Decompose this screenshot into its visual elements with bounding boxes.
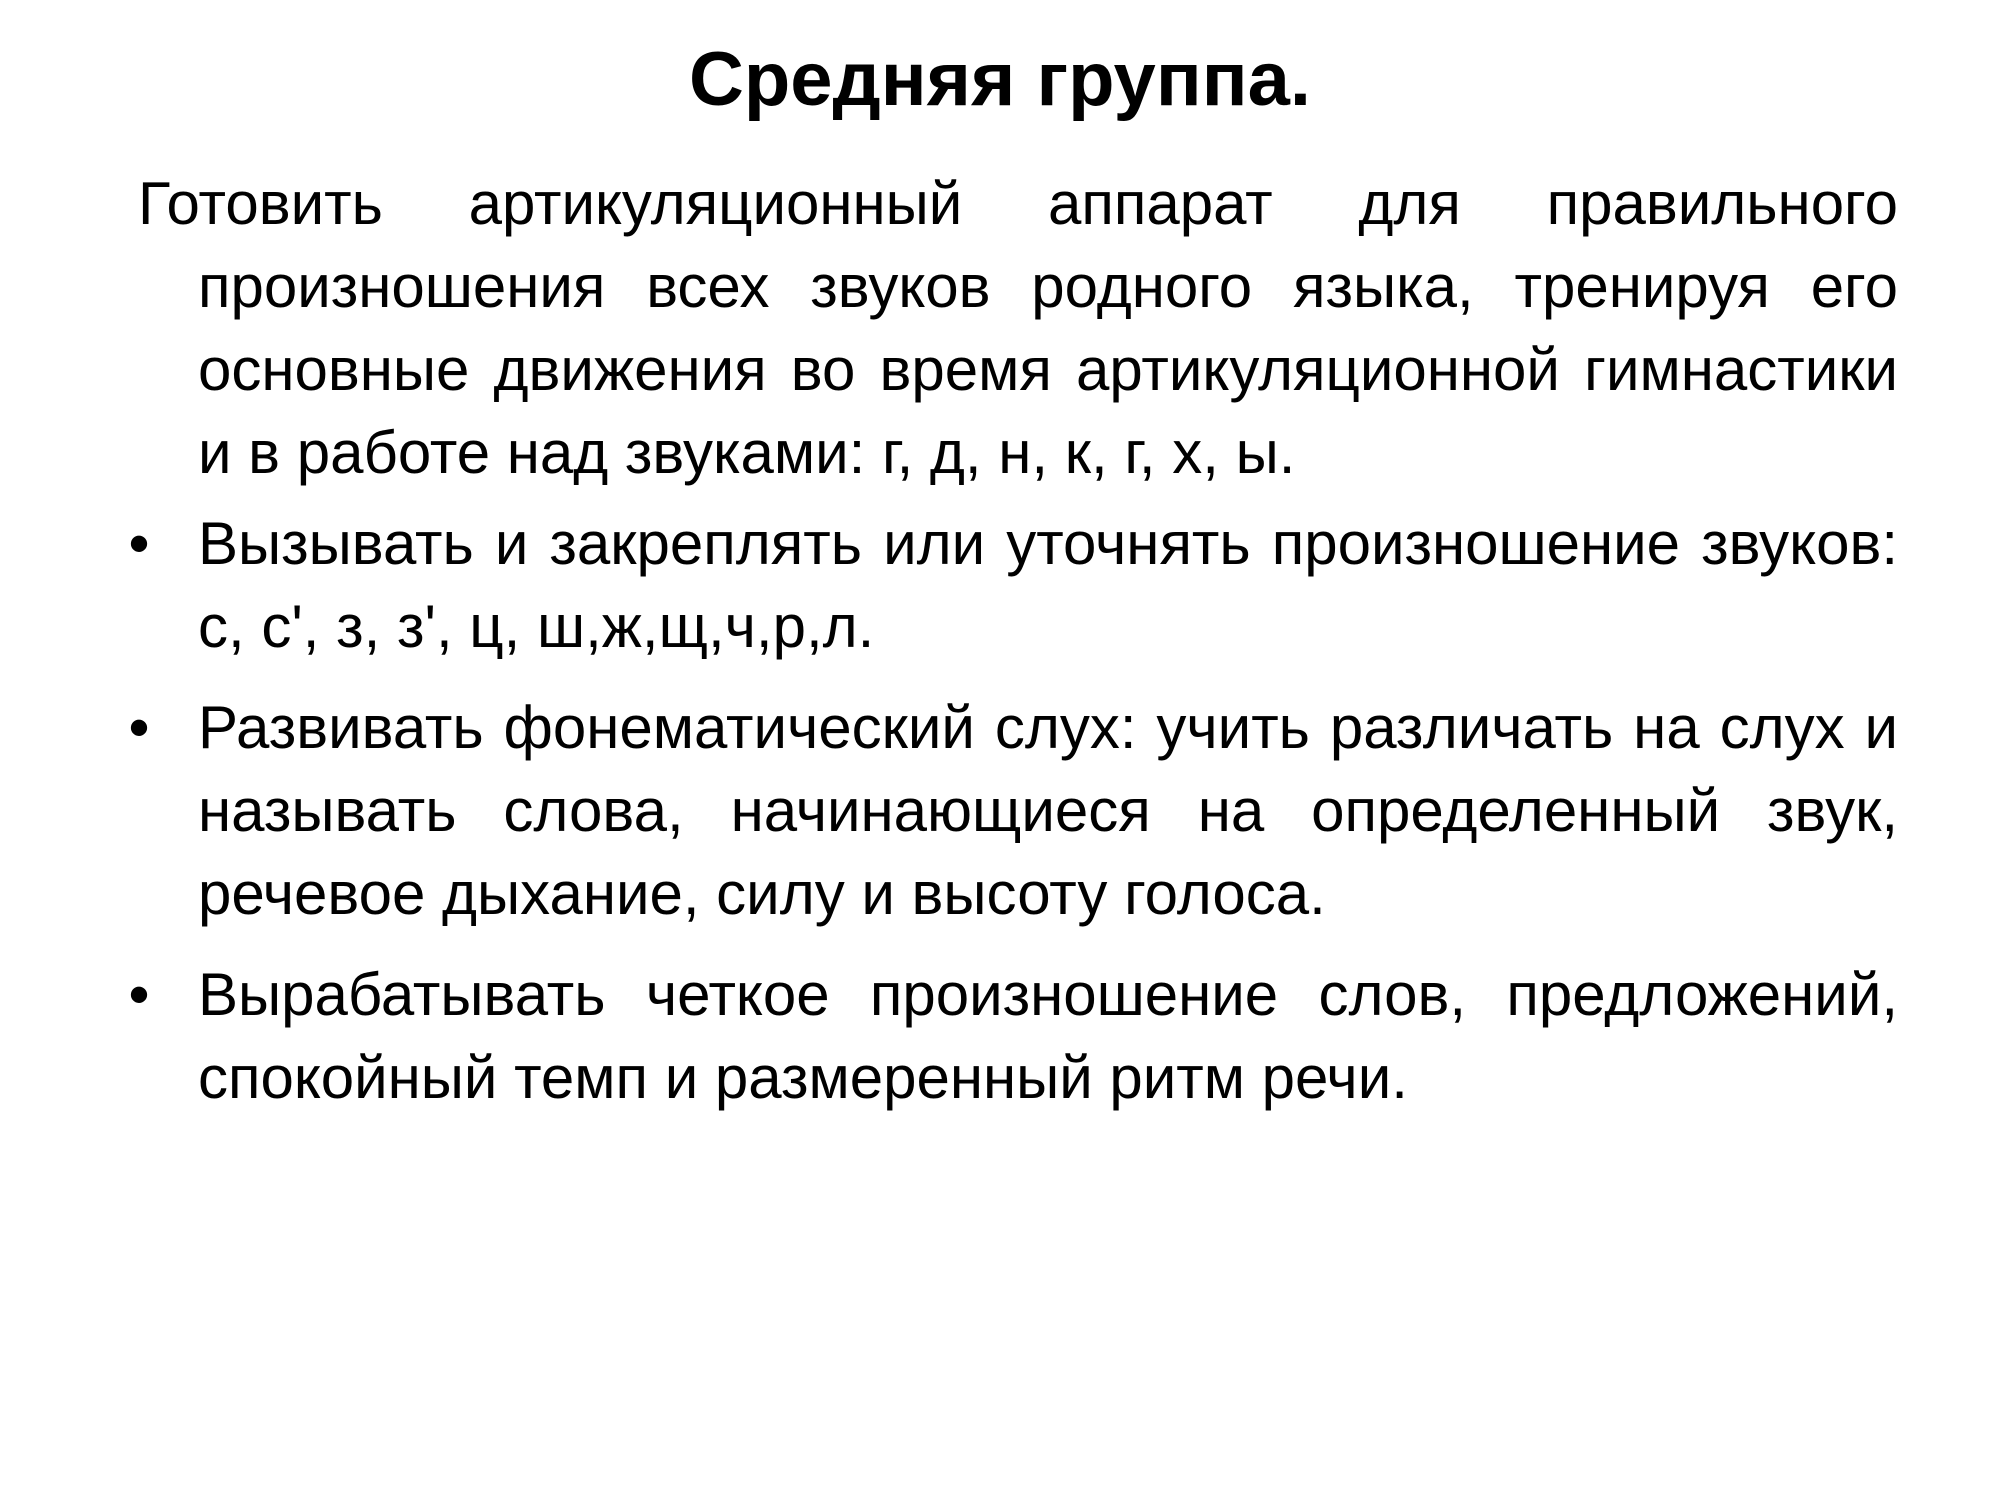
- slide-content: [128, 162, 1898, 1137]
- bullet-text: Развивать фонематический слух: учить различать на слух и называть слова, начинающиеся на определенный звук, речевое дыхание, силу и высоту голоса.: [198, 694, 1898, 927]
- bullet-list: [128, 502, 1898, 1119]
- intro-paragraph: Готовить артикуляционный аппарат для правильного произношения всех звуков родного языка, тренируя его основные движения во время артикуляционной гимнастики и в работе над звуками: г, д, н, к, г, х, ы.: [138, 170, 1898, 486]
- bullet-item-hearing: [128, 686, 1898, 935]
- bullet-text: Вызывать и закреплять или уточнять произношение звуков: с, с', з, з', ц, ш,ж,щ,ч,р,л.: [198, 510, 1898, 660]
- bullet-icon: •: [128, 961, 150, 1028]
- bullet-icon: •: [128, 694, 150, 761]
- bullet-item-pronunciation: [128, 953, 1898, 1119]
- bullet-item-sounds: [128, 502, 1898, 668]
- bullet-text: Вырабатывать четкое произношение слов, предложений, спокойный темп и размеренный ритм речи.: [198, 961, 1898, 1111]
- slide-title: Средняя группа.: [688, 37, 1312, 122]
- bullet-icon: •: [128, 510, 150, 577]
